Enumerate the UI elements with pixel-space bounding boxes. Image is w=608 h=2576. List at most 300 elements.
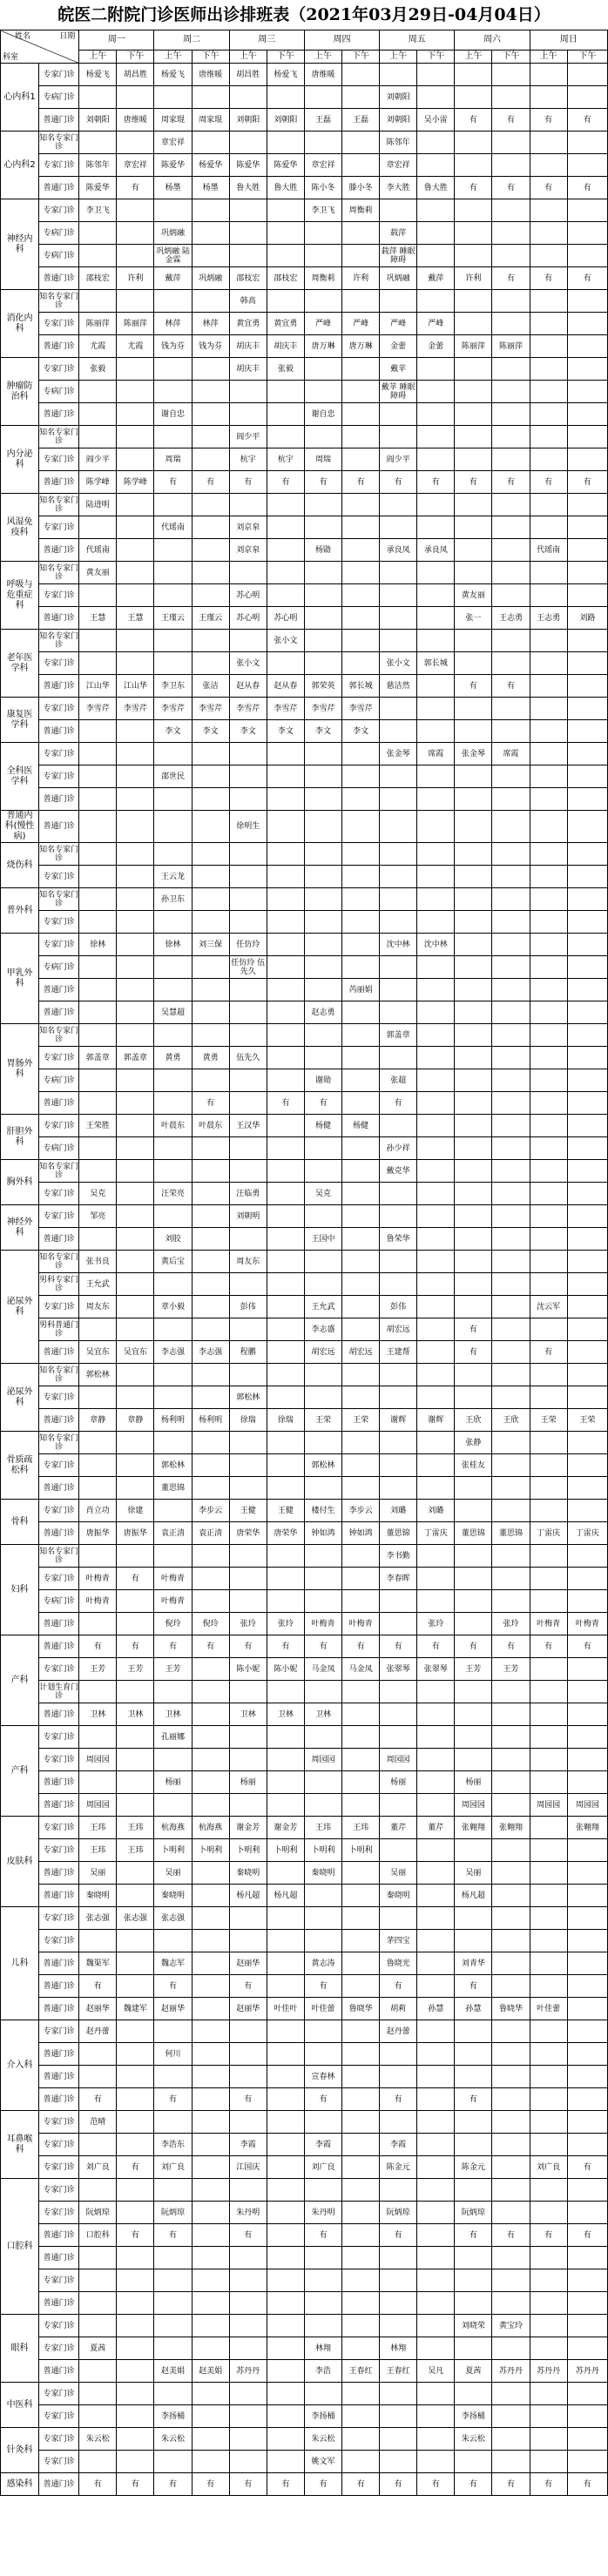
department-name: 泌尿外科 (1, 1364, 39, 1432)
doctor-cell (530, 1975, 567, 1998)
doctor-cell (229, 743, 267, 765)
doctor-cell (267, 2043, 304, 2066)
doctor-cell: 芮丽娟 (342, 979, 380, 1001)
session-type: 普通门诊 (39, 1613, 79, 1635)
doctor-cell (417, 843, 455, 866)
doctor-cell (492, 1726, 530, 1749)
doctor-cell: 胡宏远 (380, 1318, 417, 1341)
doctor-cell (492, 1001, 530, 1024)
doctor-cell: 徐建 (117, 1500, 154, 1522)
session-type: 知名专家门诊 (39, 888, 79, 911)
doctor-cell (567, 1703, 607, 1726)
schedule-row (1, 911, 608, 934)
doctor-cell (567, 956, 607, 979)
doctor-cell (380, 911, 417, 934)
doctor-cell (79, 131, 117, 154)
doctor-cell: 张玲 (229, 1613, 267, 1635)
doctor-cell (342, 245, 380, 267)
doctor-cell (342, 1092, 380, 1115)
doctor-cell: 杨丽 (455, 1771, 492, 1794)
doctor-cell: 章宏祥 (117, 154, 154, 177)
doctor-cell (530, 2451, 567, 2473)
doctor-cell: 陈丽萍 (117, 313, 154, 335)
doctor-cell (117, 765, 154, 788)
doctor-cell: 叶晨东 (192, 1115, 229, 1137)
schedule-row (1, 1726, 608, 1749)
doctor-cell (154, 911, 192, 934)
doctor-cell (567, 1251, 607, 1273)
doctor-cell (267, 222, 304, 245)
doctor-cell: 有 (492, 2224, 530, 2247)
schedule-row (1, 765, 608, 788)
doctor-cell (342, 381, 380, 403)
doctor-cell: 有 (380, 2473, 417, 2496)
doctor-cell: 有 (492, 2473, 530, 2496)
doctor-cell (342, 1137, 380, 1160)
doctor-cell: 阮炳琼 (455, 2202, 492, 2224)
day-header: 周五 (380, 30, 455, 51)
doctor-cell: 吴小雷 (417, 109, 455, 131)
pm-header: 下午 (117, 51, 154, 64)
session-type: 知名专家门诊 (39, 1545, 79, 1568)
doctor-cell (455, 911, 492, 934)
schedule-row (1, 1432, 608, 1454)
doctor-cell (192, 1885, 229, 1907)
doctor-cell (267, 199, 304, 222)
schedule-row (1, 1794, 608, 1817)
doctor-cell: 王慧 (79, 607, 117, 630)
doctor-cell (304, 866, 341, 888)
doctor-cell (380, 2269, 417, 2292)
doctor-cell (417, 1952, 455, 1975)
doctor-cell (79, 2360, 117, 2383)
doctor-cell: 吴丽 (154, 1862, 192, 1885)
schedule-row (1, 2111, 608, 2134)
doctor-cell (567, 1885, 607, 1907)
schedule-row (1, 1296, 608, 1318)
doctor-cell (267, 811, 304, 843)
doctor-cell (154, 743, 192, 765)
doctor-cell (304, 630, 341, 652)
doctor-cell (117, 2202, 154, 2224)
doctor-cell: 李雪芹 (267, 698, 304, 720)
doctor-cell: 邵枝宏 (79, 267, 117, 290)
doctor-cell: 苏心明 (267, 607, 304, 630)
doctor-cell (417, 2383, 455, 2405)
doctor-cell: 范晴 (79, 2111, 117, 2134)
doctor-cell (342, 2111, 380, 2134)
doctor-cell (267, 1568, 304, 1590)
doctor-cell (455, 1568, 492, 1590)
doctor-cell (229, 2247, 267, 2269)
doctor-cell (304, 1432, 341, 1454)
doctor-cell (492, 979, 530, 1001)
schedule-row (1, 1839, 608, 1862)
doctor-cell (267, 1726, 304, 1749)
doctor-cell (492, 1273, 530, 1296)
doctor-cell: 孙慧 (417, 1998, 455, 2020)
doctor-cell (192, 1952, 229, 1975)
schedule-row (1, 1930, 608, 1952)
department-name: 胃肠外科 (1, 1024, 39, 1115)
doctor-cell (567, 1907, 607, 1930)
doctor-cell (117, 2360, 154, 2383)
doctor-cell: 有 (192, 2473, 229, 2496)
schedule-row (1, 584, 608, 607)
doctor-cell (192, 630, 229, 652)
doctor-cell (342, 1047, 380, 1069)
doctor-cell (492, 1862, 530, 1885)
doctor-cell (267, 2292, 304, 2315)
doctor-cell (304, 1681, 341, 1703)
doctor-cell (567, 1681, 607, 1703)
doctor-cell (79, 911, 117, 934)
doctor-cell (530, 335, 567, 358)
session-type: 普通门诊 (39, 2247, 79, 2269)
doctor-cell (154, 1318, 192, 1341)
doctor-cell (492, 2247, 530, 2269)
doctor-cell: 丁雷庆 (417, 1522, 455, 1545)
doctor-cell (342, 86, 380, 109)
doctor-cell: 戴克华 (380, 1160, 417, 1183)
schedule-row (1, 154, 608, 177)
session-type: 专家门诊 (39, 765, 79, 788)
doctor-cell: 王建帮 (380, 1341, 417, 1364)
doctor-cell: 有 (154, 1975, 192, 1998)
doctor-cell (304, 2315, 341, 2337)
doctor-cell (567, 1771, 607, 1794)
doctor-cell (117, 1273, 154, 1296)
department-name: 心内科2 (1, 131, 39, 199)
doctor-cell (229, 2179, 267, 2202)
doctor-cell (492, 1545, 530, 1568)
doctor-cell (567, 2179, 607, 2202)
doctor-cell: 巩炳融 (192, 267, 229, 290)
doctor-cell (455, 2066, 492, 2088)
doctor-cell (417, 1318, 455, 1341)
doctor-cell (380, 1205, 417, 1228)
doctor-cell (455, 934, 492, 956)
doctor-cell (417, 494, 455, 516)
doctor-cell (79, 403, 117, 426)
doctor-cell (192, 222, 229, 245)
doctor-cell (79, 381, 117, 403)
doctor-cell: 有 (229, 2088, 267, 2111)
doctor-cell: 刘璐 (380, 1500, 417, 1522)
doctor-cell: 阎少平 (229, 426, 267, 448)
doctor-cell (567, 1862, 607, 1885)
doctor-cell (530, 154, 567, 177)
doctor-cell: 赵从春 (229, 675, 267, 698)
doctor-cell (417, 1703, 455, 1726)
doctor-cell (455, 381, 492, 403)
doctor-cell (492, 313, 530, 335)
pm-header: 下午 (342, 51, 380, 64)
doctor-cell (567, 2405, 607, 2428)
doctor-cell: 有 (417, 2473, 455, 2496)
doctor-cell: 有 (117, 2473, 154, 2496)
doctor-cell: 张志强 (154, 1907, 192, 1930)
session-type: 知名专家门诊 (39, 1432, 79, 1454)
session-type: 普通门诊 (39, 1635, 79, 1658)
doctor-cell (342, 1703, 380, 1726)
schedule-row (1, 979, 608, 1001)
doctor-cell (79, 765, 117, 788)
doctor-cell (342, 494, 380, 516)
doctor-cell (117, 1862, 154, 1885)
doctor-cell (417, 2224, 455, 2247)
doctor-cell (117, 630, 154, 652)
doctor-cell (530, 2383, 567, 2405)
doctor-cell (304, 934, 341, 956)
doctor-cell: 有 (117, 2224, 154, 2247)
doctor-cell (117, 1318, 154, 1341)
doctor-cell (380, 64, 417, 86)
doctor-cell: 有 (567, 109, 607, 131)
doctor-cell: 刘京泉 (229, 539, 267, 562)
doctor-cell (117, 743, 154, 765)
doctor-cell: 张翱翔 (492, 1817, 530, 1839)
doctor-cell (192, 1771, 229, 1794)
doctor-cell: 胡昌胜 (117, 64, 154, 86)
doctor-cell: 吴凡 (417, 2360, 455, 2383)
doctor-cell: 马金凤 (304, 1658, 341, 1681)
doctor-cell: 宣春林 (304, 2066, 341, 2088)
doctor-cell (192, 2451, 229, 2473)
doctor-cell: 张志强 (79, 1907, 117, 1930)
doctor-cell: 张翠琴 (380, 1658, 417, 1681)
doctor-cell (530, 934, 567, 956)
doctor-cell (304, 743, 341, 765)
doctor-cell (267, 403, 304, 426)
doctor-cell (380, 1183, 417, 1205)
doctor-cell: 钟如鸿 (342, 1522, 380, 1545)
doctor-cell: 叶梅青 (154, 1568, 192, 1590)
doctor-cell: 李文 (154, 720, 192, 743)
doctor-cell (455, 539, 492, 562)
doctor-cell (417, 1885, 455, 1907)
schedule-row (1, 358, 608, 381)
doctor-cell: 王磊 (304, 109, 341, 131)
doctor-cell (530, 1907, 567, 1930)
doctor-cell (417, 2020, 455, 2043)
doctor-cell: 有 (267, 1635, 304, 1658)
doctor-cell: 李雪芹 (342, 698, 380, 720)
doctor-cell (417, 2179, 455, 2202)
session-type: 专家门诊 (39, 1658, 79, 1681)
schedule-row (1, 131, 608, 154)
doctor-cell (492, 934, 530, 956)
doctor-cell (117, 956, 154, 979)
doctor-cell (342, 358, 380, 381)
doctor-cell (567, 1726, 607, 1749)
doctor-cell (267, 1296, 304, 1318)
doctor-cell (192, 131, 229, 154)
doctor-cell (567, 2428, 607, 2451)
doctor-cell (229, 381, 267, 403)
doctor-cell (530, 2315, 567, 2337)
doctor-cell: 倪玲 (154, 1613, 192, 1635)
doctor-cell: 吴宜东 (79, 1341, 117, 1364)
doctor-cell (267, 1228, 304, 1251)
doctor-cell (154, 1500, 192, 1522)
schedule-row (1, 2405, 608, 2428)
doctor-cell: 周园园 (79, 1794, 117, 1817)
doctor-cell: 胡莉 (380, 1998, 417, 2020)
schedule-row (1, 1703, 608, 1726)
doctor-cell: 鲁大胜 (417, 177, 455, 199)
doctor-cell: 王荣 (530, 1409, 567, 1432)
doctor-cell (229, 1930, 267, 1952)
doctor-cell (342, 956, 380, 979)
doctor-cell (380, 1454, 417, 1477)
doctor-cell (530, 516, 567, 539)
doctor-cell: 有 (342, 2473, 380, 2496)
doctor-cell (530, 1183, 567, 1205)
doctor-cell (117, 86, 154, 109)
doctor-cell (267, 2134, 304, 2156)
doctor-cell: 郭盖章 (117, 1047, 154, 1069)
doctor-cell: 有 (342, 471, 380, 494)
doctor-cell (117, 1228, 154, 1251)
doctor-cell: 有 (380, 471, 417, 494)
doctor-cell (267, 584, 304, 607)
doctor-cell (79, 1726, 117, 1749)
doctor-cell (567, 1386, 607, 1409)
doctor-cell: 江山华 (117, 675, 154, 698)
doctor-cell (342, 866, 380, 888)
doctor-cell (117, 1001, 154, 1024)
session-type: 普通门诊 (39, 675, 79, 698)
doctor-cell (117, 131, 154, 154)
doctor-cell: 有 (530, 1635, 567, 1658)
doctor-cell: 董思锦 (455, 1522, 492, 1545)
department-name: 介入科 (1, 2020, 39, 2111)
doctor-cell (79, 1069, 117, 1092)
doctor-cell: 有 (154, 471, 192, 494)
department-name: 呼吸与危重症科 (1, 562, 39, 630)
doctor-cell (530, 2428, 567, 2451)
doctor-cell: 李志强 (154, 1341, 192, 1364)
doctor-cell (79, 2315, 117, 2337)
session-type: 专家门诊 (39, 2134, 79, 2156)
schedule-row (1, 2451, 608, 2473)
doctor-cell (530, 1273, 567, 1296)
doctor-cell (267, 1251, 304, 1273)
doctor-cell (417, 1069, 455, 1092)
schedule-row (1, 494, 608, 516)
doctor-cell (117, 1251, 154, 1273)
doctor-cell: 周家琨 (154, 109, 192, 131)
doctor-cell (192, 86, 229, 109)
doctor-cell (304, 1771, 341, 1794)
doctor-cell (530, 1318, 567, 1341)
doctor-cell: 袁正清 (154, 1522, 192, 1545)
session-type: 普通门诊 (39, 1703, 79, 1726)
doctor-cell (342, 1296, 380, 1318)
doctor-cell (492, 86, 530, 109)
doctor-cell (417, 1047, 455, 1069)
schedule-row (1, 675, 608, 698)
doctor-cell (530, 448, 567, 471)
schedule-row (1, 2247, 608, 2269)
doctor-cell (267, 743, 304, 765)
doctor-cell (79, 2405, 117, 2428)
doctor-cell (342, 2405, 380, 2428)
session-type: 专家门诊 (39, 2383, 79, 2405)
doctor-cell: 王荣胜 (79, 1115, 117, 1137)
doctor-cell: 有 (229, 2473, 267, 2496)
doctor-cell (567, 2383, 607, 2405)
doctor-cell (342, 290, 380, 313)
doctor-cell: 孙卫东 (154, 888, 192, 911)
doctor-cell: 张小文 (380, 652, 417, 675)
doctor-cell (530, 2088, 567, 2111)
doctor-cell (417, 1386, 455, 1409)
doctor-cell (154, 2179, 192, 2202)
doctor-cell: 郭长城 (417, 652, 455, 675)
doctor-cell: 陈爱华 (229, 154, 267, 177)
doctor-cell (342, 426, 380, 448)
doctor-cell (304, 86, 341, 109)
doctor-cell (342, 1885, 380, 1907)
doctor-cell (304, 2292, 341, 2315)
doctor-cell (229, 199, 267, 222)
doctor-cell (342, 1364, 380, 1386)
doctor-cell (304, 222, 341, 245)
doctor-cell (530, 1160, 567, 1183)
doctor-cell (79, 1318, 117, 1341)
doctor-cell: 郭松林 (79, 1364, 117, 1386)
doctor-cell (567, 1545, 607, 1568)
doctor-cell (267, 765, 304, 788)
doctor-cell: 董芹 (417, 1817, 455, 1839)
doctor-cell (117, 2269, 154, 2292)
schedule-row (1, 1341, 608, 1364)
doctor-cell: 有 (492, 267, 530, 290)
doctor-cell (492, 630, 530, 652)
doctor-cell: 朱云松 (154, 2428, 192, 2451)
doctor-cell (192, 1318, 229, 1341)
doctor-cell (117, 934, 154, 956)
session-type: 专家门诊 (39, 1930, 79, 1952)
doctor-cell: 唐荣华 (229, 1522, 267, 1545)
session-type: 专家门诊 (39, 1183, 79, 1205)
doctor-cell (117, 2179, 154, 2202)
doctor-cell: 卫林 (117, 1703, 154, 1726)
doctor-cell (567, 1205, 607, 1228)
doctor-cell (192, 1975, 229, 1998)
doctor-cell (417, 290, 455, 313)
doctor-cell (530, 2020, 567, 2043)
schedule-row (1, 2156, 608, 2179)
doctor-cell (79, 1228, 117, 1251)
doctor-cell: 严峰 (304, 313, 341, 335)
doctor-cell: 陈丽萍 (455, 335, 492, 358)
session-type: 知名专家门诊 (39, 1024, 79, 1047)
doctor-cell: 鲁晓华 (492, 1998, 530, 2020)
session-type: 普通门诊 (39, 1885, 79, 1907)
doctor-cell: 有 (530, 2224, 567, 2247)
doctor-cell (229, 1454, 267, 1477)
doctor-cell: 陆进明 (79, 494, 117, 516)
doctor-cell: 周园园 (304, 1749, 341, 1771)
doctor-cell (530, 788, 567, 811)
doctor-cell (229, 562, 267, 584)
doctor-cell (417, 1590, 455, 1613)
doctor-cell (117, 866, 154, 888)
doctor-cell (267, 2247, 304, 2269)
